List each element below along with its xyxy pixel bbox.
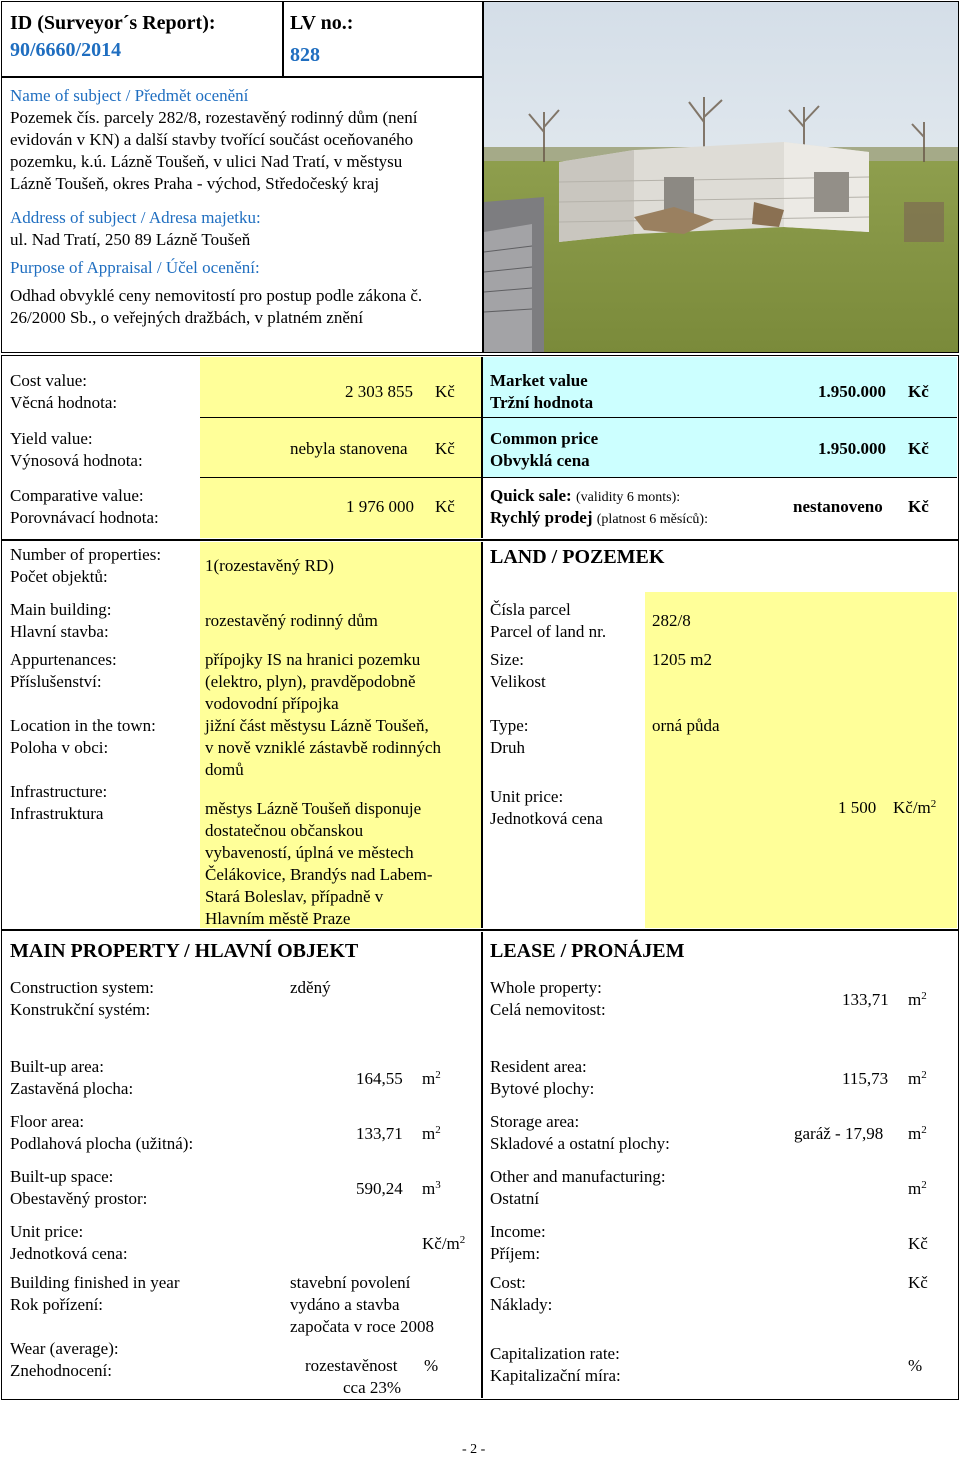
storage-area-label: Storage area:: [490, 1112, 580, 1131]
year-finished-line: započata v roce 2008: [290, 1317, 434, 1336]
lv-number: 828: [290, 44, 320, 66]
capitalization-label-cz: Kapitalizační míra:: [490, 1366, 621, 1385]
unit-sup: 2: [921, 1069, 927, 1081]
infrastructure-line: Stará Boleslav, případně v: [205, 887, 384, 906]
comparative-value-label-cz: Porovnávací hodnota:: [10, 508, 159, 527]
resident-area-label: Resident area:: [490, 1057, 587, 1076]
property-photo-image: [484, 2, 959, 353]
wear-percent: %: [424, 1356, 439, 1375]
location-label: Location in the town:: [10, 716, 156, 735]
market-value-label: Market value: [490, 371, 588, 390]
quick-sale-note-cz: (platnost 6 měsíců):: [596, 512, 708, 527]
type-value: orná půda: [652, 716, 720, 735]
built-up-space-label-cz: Obestavěný prostor:: [10, 1189, 148, 1208]
wear-label-cz: Znehodnocení:: [10, 1361, 112, 1380]
wear-line: rozestavěnost: [305, 1356, 398, 1375]
market-value: 1.950.000: [818, 382, 886, 401]
infrastructure-line: městys Lázně Toušeň disponuje: [205, 799, 422, 818]
construction-value: zděný: [290, 978, 331, 997]
size-label-cz: Velikost: [490, 672, 546, 691]
cost-unit: Kč: [908, 1273, 928, 1292]
storage-area-value: garáž - 17,98: [794, 1124, 884, 1143]
lease-title: LEASE / PRONÁJEM: [490, 940, 685, 962]
main-building-label: Main building:: [10, 600, 112, 619]
size-value: 1205 m2: [652, 650, 712, 669]
capitalization-label: Capitalization rate:: [490, 1344, 620, 1363]
unit-m: m: [908, 990, 922, 1009]
built-up-area-unit: [422, 1068, 441, 1090]
unit-price-label-cz: Jednotková cena:: [10, 1244, 128, 1263]
appurtenances-line: přípojky IS na hranici pozemku: [205, 650, 421, 669]
unit-sup: 2: [921, 990, 927, 1002]
purpose-line: Odhad obvyklé ceny nemovitostí pro postup podle zákona č.: [10, 286, 423, 305]
unit-m: m: [908, 1124, 922, 1143]
unit-m: m: [422, 1179, 436, 1198]
resident-area-unit: [908, 1068, 927, 1090]
unit-m: m: [908, 1179, 922, 1198]
infrastructure-line: dostatečnou občanskou: [205, 821, 364, 840]
location-line: jižní část městysu Lázně Toušeň,: [205, 716, 429, 735]
page-number: - 2 -: [462, 1442, 486, 1457]
built-up-area-value: 164,55: [356, 1069, 403, 1088]
land-title: LAND / POZEMEK: [490, 546, 665, 568]
quick-sale-label-cz: [490, 507, 708, 531]
unit-m: m: [422, 1069, 436, 1088]
main-building-label-cz: Hlavní stavba:: [10, 622, 109, 641]
address-value: ul. Nad Tratí, 250 89 Lázně Toušeň: [10, 230, 251, 249]
type-label: Type:: [490, 716, 529, 735]
capitalization-unit: %: [908, 1356, 923, 1375]
construction-label-cz: Konstrukční systém:: [10, 1000, 151, 1019]
main-property-divider: [481, 932, 483, 1398]
unit-sup: 2: [435, 1069, 441, 1081]
built-up-space-label: Built-up space:: [10, 1167, 114, 1186]
floor-area-label-cz: Podlahová plocha (užitná):: [10, 1134, 194, 1153]
common-price: 1.950.000: [818, 439, 886, 458]
land-unit-price-sup: 2: [930, 798, 937, 810]
whole-property-label-cz: Celá nemovitost:: [490, 1000, 606, 1019]
unit-price-unit: [422, 1233, 465, 1255]
location-line: v nově vzniklé zástavbě rodinných: [205, 738, 442, 757]
quick-sale-label-text: Quick sale:: [490, 486, 572, 505]
surveyor-report-id: 90/6660/2014: [10, 39, 122, 61]
built-up-area-label-cz: Zastavěná plocha:: [10, 1079, 134, 1098]
properties-divider: [481, 542, 483, 928]
comparative-value: 1 976 000: [346, 497, 414, 516]
purpose-label: Purpose of Appraisal / Účel ocenění:: [10, 258, 260, 277]
floor-area-unit: [422, 1123, 441, 1145]
whole-property-label: Whole property:: [490, 978, 602, 997]
cost-value: 2 303 855: [345, 382, 413, 401]
type-label-cz: Druh: [490, 738, 525, 757]
income-unit: Kč: [908, 1234, 928, 1253]
storage-area-unit: [908, 1123, 927, 1145]
unit-m: m: [908, 1069, 922, 1088]
unit-sup: 2: [921, 1179, 927, 1191]
unit-sup: 3: [435, 1179, 441, 1191]
common-currency: Kč: [908, 439, 929, 458]
property-count-label: Number of properties:: [10, 545, 162, 564]
unit-sup: 2: [921, 1124, 927, 1136]
income-label-cz: Příjem:: [490, 1244, 541, 1263]
built-up-space-unit: [422, 1178, 441, 1200]
quick-sale-value: nestanoveno: [793, 497, 883, 516]
subject-name-line: Pozemek čís. parcely 282/8, rozestavěný rodinný dům (není: [10, 108, 418, 127]
infrastructure-label-cz: Infrastruktura: [10, 804, 104, 823]
land-unit-price-label: Unit price:: [490, 787, 564, 806]
values-separator: [200, 417, 481, 418]
property-count-value: 1(rozestavěný RD): [205, 556, 334, 575]
property-photo: [483, 1, 959, 353]
comparative-value-label: Comparative value:: [10, 486, 144, 505]
property-count-label-cz: Počet objektů:: [10, 567, 108, 586]
values-separator: [200, 477, 481, 478]
storage-area-label-cz: Skladové a ostatní plochy:: [490, 1134, 670, 1153]
infrastructure-label: Infrastructure:: [10, 782, 108, 801]
size-label: Size:: [490, 650, 524, 669]
land-unit-price-unit: [893, 797, 936, 819]
whole-property-unit: [908, 989, 927, 1011]
resident-area-label-cz: Bytové plochy:: [490, 1079, 595, 1098]
quick-sale-label-cz-text: Rychlý prodej: [490, 508, 593, 527]
surveyor-report-label: ID (Surveyor´s Report):: [10, 12, 216, 34]
appurtenances-label: Appurtenances:: [10, 650, 117, 669]
cost-label: Cost:: [490, 1273, 526, 1292]
year-finished-line: vydáno a stavba: [290, 1295, 400, 1314]
appurtenances-label-cz: Příslušenství:: [10, 672, 102, 691]
floor-area-label: Floor area:: [10, 1112, 85, 1131]
income-label: Income:: [490, 1222, 546, 1241]
quick-sale-note: (validity 6 monts):: [575, 490, 681, 505]
year-finished-label: Building finished in year: [10, 1273, 180, 1292]
construction-label: Construction system:: [10, 978, 155, 997]
land-unit-price-label-cz: Jednotková cena: [490, 809, 603, 828]
quick-sale-currency: Kč: [908, 497, 929, 516]
resident-area-value: 115,73: [842, 1069, 889, 1088]
subject-name-line: Lázně Toušeň, okres Praha - východ, Středočeský kraj: [10, 174, 380, 193]
land-yellow-area: [645, 592, 957, 928]
subject-name-line: evidován v KN) a další stavby tvořící součást oceňovaného: [10, 130, 414, 149]
yield-value-label-cz: Výnosová hodnota:: [10, 451, 143, 470]
address-label: Address of subject / Adresa majetku:: [10, 208, 261, 227]
yield-value-label: Yield value:: [10, 429, 93, 448]
parcel-label-en: Parcel of land nr.: [490, 622, 607, 641]
yield-currency: Kč: [435, 439, 455, 458]
cost-label-cz: Náklady:: [490, 1295, 553, 1314]
built-up-space-value: 590,24: [356, 1179, 403, 1198]
quick-sale-label: [490, 485, 680, 509]
wear-line: cca 23%: [343, 1378, 402, 1397]
appurtenances-line: vodovodní přípojka: [205, 694, 339, 713]
floor-area-value: 133,71: [356, 1124, 403, 1143]
location-line: domů: [205, 760, 244, 779]
year-finished-line: stavební povolení: [290, 1273, 411, 1292]
infrastructure-line: vybaveností, úplná ve městech: [205, 843, 414, 862]
location-label-cz: Poloha v obci:: [10, 738, 109, 757]
other-unit: [908, 1178, 927, 1200]
infrastructure-line: Hlavním městě Praze: [205, 909, 351, 928]
comparative-currency: Kč: [435, 497, 455, 516]
main-property-title: MAIN PROPERTY / HLAVNÍ OBJEKT: [10, 940, 359, 962]
cost-value-label: Cost value:: [10, 371, 87, 390]
appurtenances-line: (elektro, plyn), pravděpodobně: [205, 672, 416, 691]
land-unit-price-value: 1 500: [838, 798, 877, 817]
main-building-value: rozestavěný rodinný dům: [205, 611, 378, 630]
year-finished-label-cz: Rok pořízení:: [10, 1295, 104, 1314]
common-price-label: Common price: [490, 429, 599, 448]
land-unit-price-unit-text: Kč/m: [893, 798, 931, 817]
values-separator: [483, 417, 957, 418]
wear-label: Wear (average):: [10, 1339, 119, 1358]
unit-sup: 2: [459, 1234, 466, 1246]
cost-currency: Kč: [435, 382, 455, 401]
yield-value: nebyla stanovena: [290, 439, 408, 458]
cost-value-label-cz: Věcná hodnota:: [10, 393, 118, 412]
unit-sup: 2: [435, 1124, 441, 1136]
subject-name-label: Name of subject / Předmět ocenění: [10, 86, 249, 105]
parcel-value: 282/8: [652, 611, 691, 630]
values-separator: [483, 477, 957, 478]
whole-property-value: 133,71: [842, 990, 889, 1009]
parcel-label: Čísla parcel: [490, 600, 571, 619]
infrastructure-line: Čelákovice, Brandýs nad Labem-: [205, 865, 433, 884]
lv-label: LV no.:: [290, 12, 354, 34]
purpose-line: 26/2000 Sb., o veřejných dražbách, v platném znění: [10, 308, 364, 327]
common-price-label-cz: Obvyklá cena: [490, 451, 590, 470]
market-value-label-cz: Tržní hodnota: [490, 393, 594, 412]
subject-name-line: pozemku, k.ú. Lázně Toušeň, v ulici Nad Tratí, v městysu: [10, 152, 403, 171]
built-up-area-label: Built-up area:: [10, 1057, 104, 1076]
header-divider-v: [282, 1, 284, 77]
unit-price-label: Unit price:: [10, 1222, 84, 1241]
market-currency: Kč: [908, 382, 929, 401]
unit-m: m: [422, 1124, 436, 1143]
other-label: Other and manufacturing:: [490, 1167, 666, 1186]
unit-kc-m: Kč/m: [422, 1234, 460, 1253]
header-divider-h: [1, 76, 483, 78]
other-label-cz: Ostatní: [490, 1189, 540, 1208]
values-divider: [481, 357, 483, 538]
